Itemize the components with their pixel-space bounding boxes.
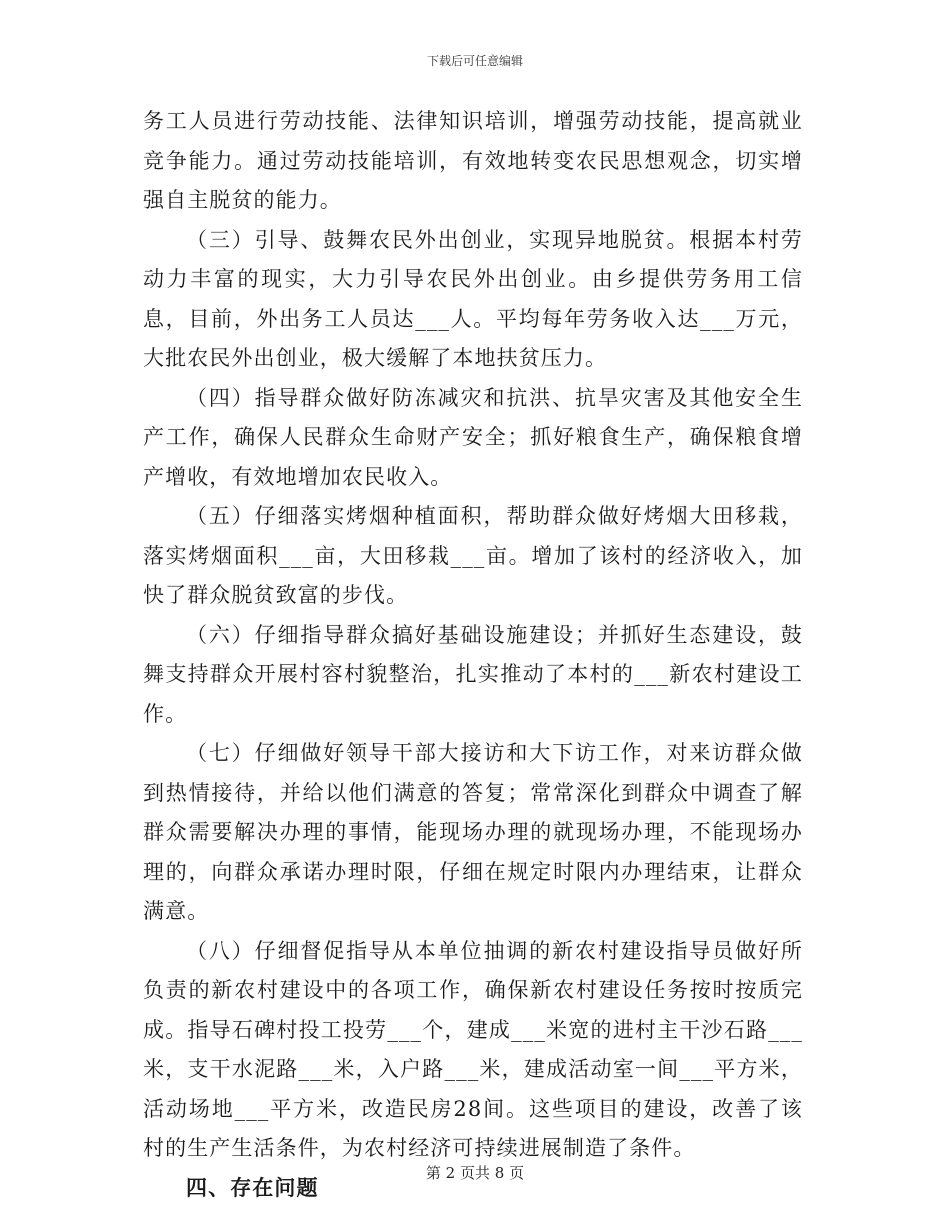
page-number: 第 2 页共 8 页 xyxy=(425,1164,525,1182)
paragraph-item-5: （五）仔细落实烤烟种植面积，帮助群众做好烤烟大田移栽，落实烤烟面积___亩，大田移栽___亩。增加了该村的经济收入，加快了群众脱贫致富的步伐。 xyxy=(143,504,803,607)
paragraph-item-4: （四）指导群众做好防冻减灾和抗洪、抗旱灾害及其他安全生产工作，确保人民群众生命财产安全；抓好粮食生产，确保粮食增产增收，有效地增加农民收入。 xyxy=(143,385,803,489)
paragraph-item-6: （六）仔细指导群众搞好基础设施建设；并抓好生态建设，鼓舞支持群众开展村容村貌整治，扎实推动了本村的___新农村建设工作。 xyxy=(143,622,803,726)
document-body xyxy=(143,102,803,1208)
paragraph-continuation: 务工人员进行劳动技能、法律知识培训，增强劳动技能，提高就业竞争能力。通过劳动技能培训，有效地转变农民思想观念，切实增强自主脱贫的能力。 xyxy=(143,109,803,212)
section-heading: 四、存在问题 xyxy=(186,1175,319,1200)
page-header: 下载后可任意编辑 xyxy=(426,54,523,68)
paragraph-item-7: （七）仔细做好领导干部大接访和大下访工作，对来访群众做到热情接待，并给以他们满意的答复；常常深化到群众中调查了解群众需要解决办理的事情，能现场办理的就现场办理，不能现场办理的，向群众承诺办理时限，仔细在规定时限内办理结束，让群众满意。 xyxy=(143,741,803,923)
paragraph-item-8: （八）仔细督促指导从本单位抽调的新农村建设指导员做好所负责的新农村建设中的各项工作，确保新农村建设任务按时按质完成。指导石碑村投工投劳___个，建成___米宽的进村主干沙石路___米，支干水泥路___米，入户路___米，建成活动室一间___平方米，活动场地___平方米，改造民房28间。这些项目的建设，改善了该村的生产生活条件，为农村经济可持续进展制造了条件。 xyxy=(143,938,803,1160)
paragraph-item-3: （三）引导、鼓舞农民外出创业，实现异地脱贫。根据本村劳动力丰富的现实，大力引导农民外出创业。由乡提供劳务用工信息，目前，外出务工人员达___人。平均每年劳务收入达___万元，大批农民外出创业，极大缓解了本地扶贫压力。 xyxy=(143,227,803,370)
